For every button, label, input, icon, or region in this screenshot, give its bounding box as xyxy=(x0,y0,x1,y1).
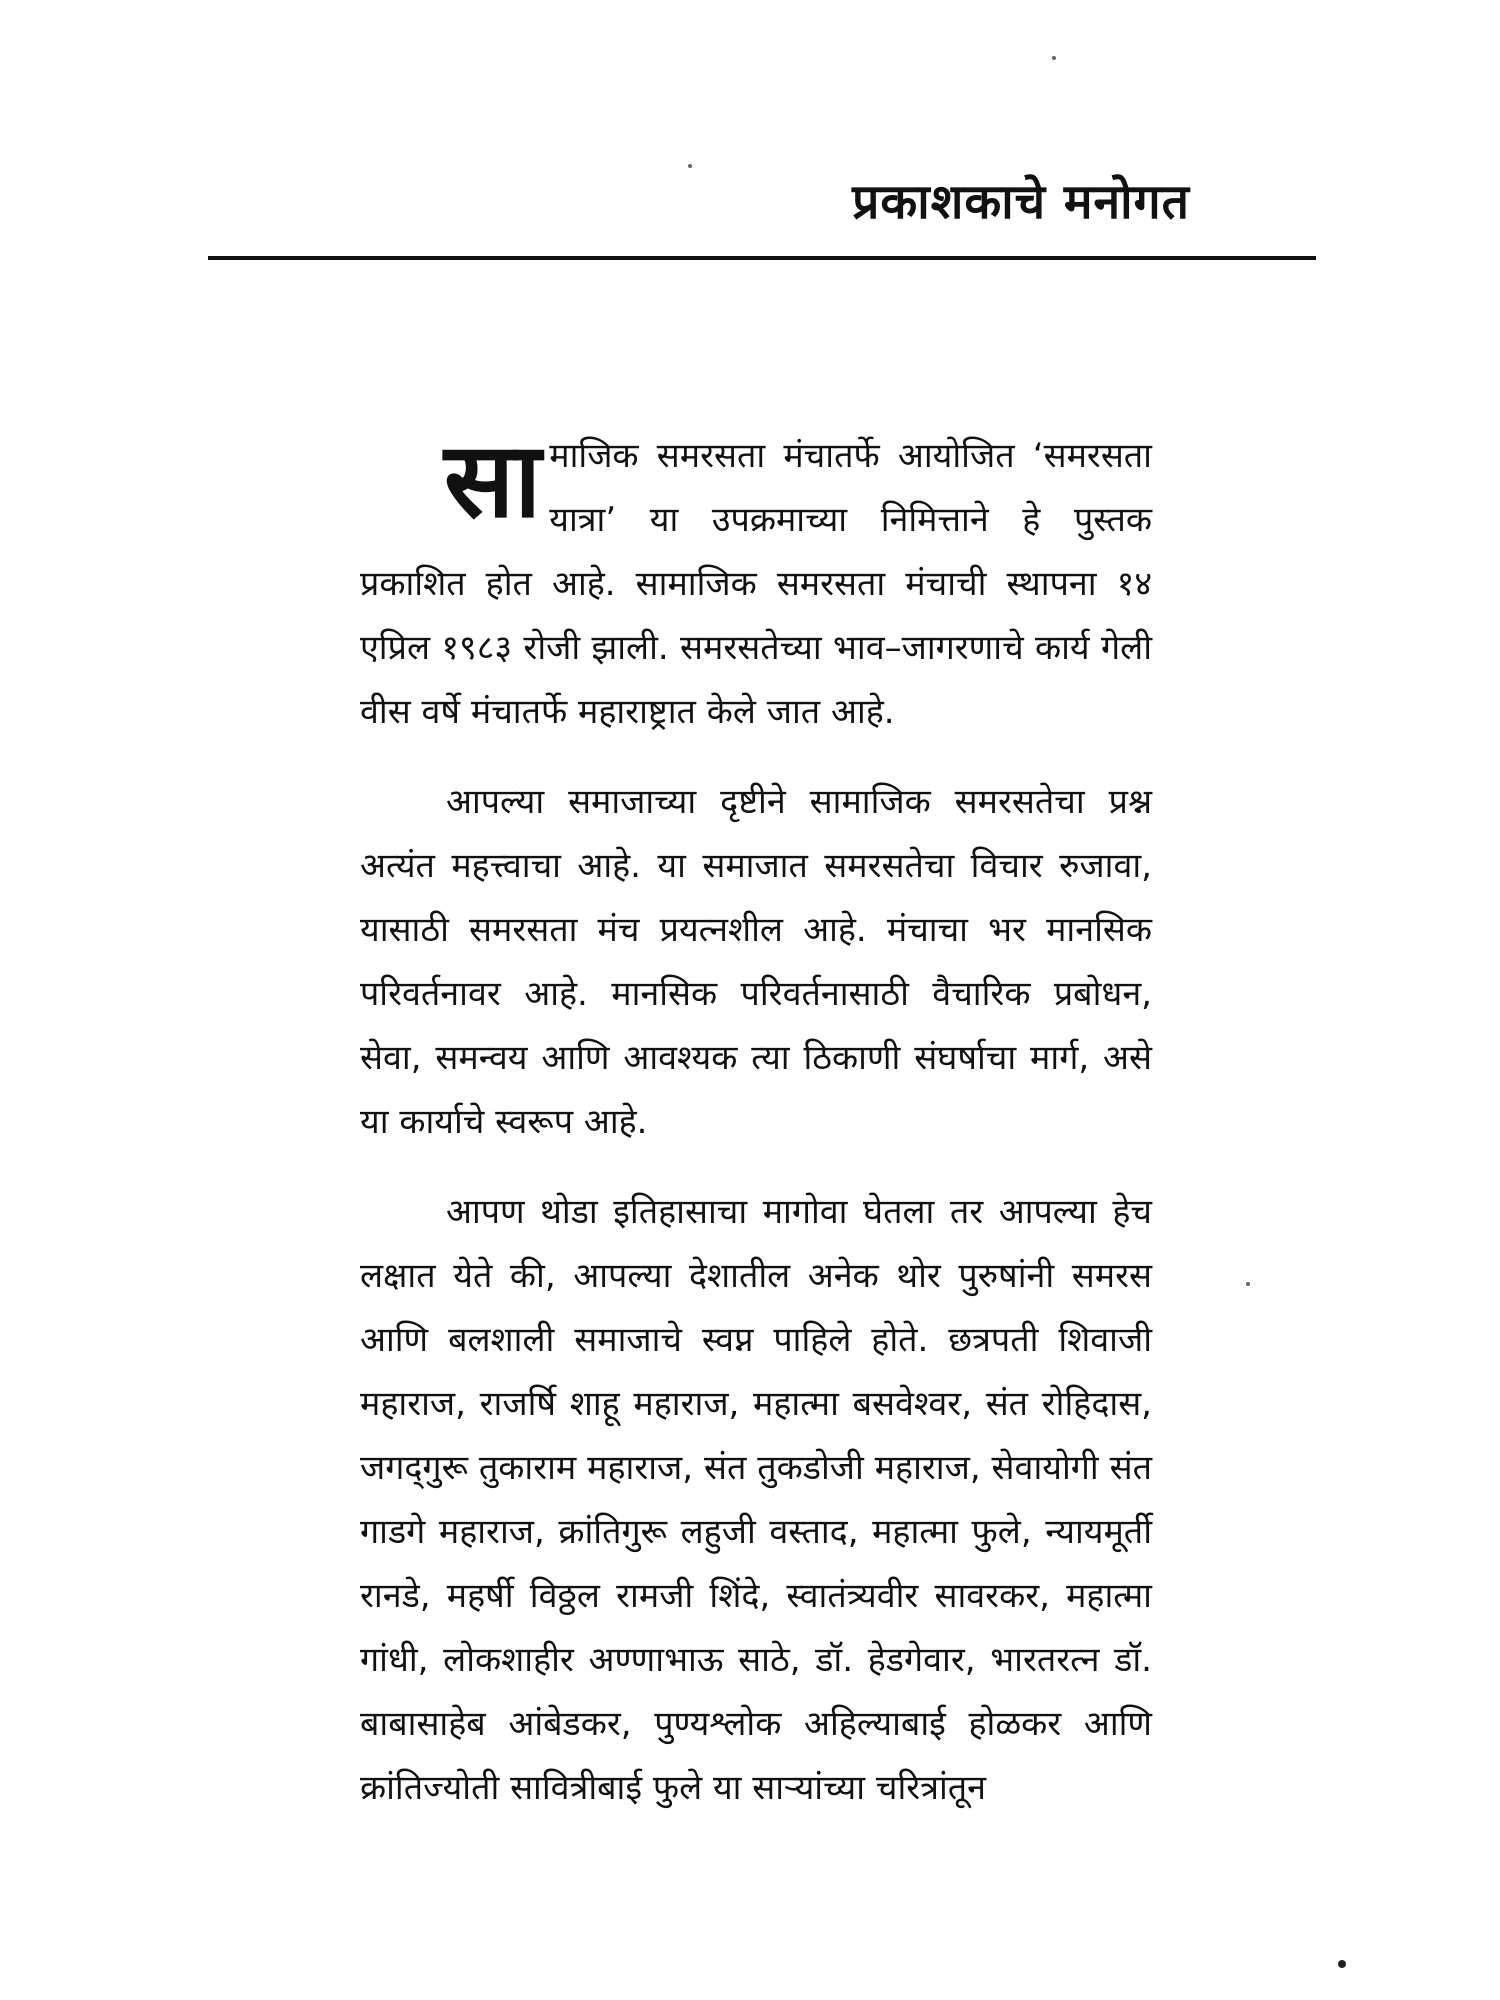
drop-cap: सा xyxy=(444,419,542,541)
body-text xyxy=(360,419,1152,1846)
paragraph-1 xyxy=(360,419,1152,744)
title-rule xyxy=(208,256,1316,260)
scan-speck xyxy=(688,164,692,168)
paragraph-3: आपण थोडा इतिहासाचा मागोवा घेतला तर आपल्या हेच लक्षात येते की, आपल्या देशातील अनेक थोर पुरुषांनी समरस आणि बलशाली समाजाचे स्वप्न पाहिले होते. छत्रपती शिवाजी महाराज, राजर्षि शाहू महाराज, महात्मा बसवेश्वर, संत रोहिदास, जगद्‌गुरू तुकाराम महाराज, संत तुकडोजी महाराज, सेवायोगी संत गाडगे महाराज, क्रांतिगुरू लहुजी वस्ताद, महात्मा फुले, न्यायमूर्ती रानडे, महर्षी विठ्ठल रामजी शिंदे, स्वातंत्र्यवीर सावरकर, महात्मा गांधी, लोकशाहीर अण्णाभाऊ साठे, डॉ. हेडगेवार, भारतरत्न डॉ. बाबासाहेब आंबेडकर, पुण्यश्लोक अहिल्याबाई होळकर आणि क्रांतिज्योती सावित्रीबाई फुले या साऱ्यांच्या चरित्रांतून xyxy=(360,1192,1152,1808)
paragraph-1-text: माजिक समरसता मंचातर्फे आयोजित ‘समरसता यात्रा’ या उपक्रमाच्या निमित्ताने हे पुस्तक प्रकाशित होत आहे. सामाजिक समरसता मंचाची स्थापना १४ एप्रिल १९८३ रोजी झाली. समरसतेच्या भाव–जागरणाचे कार्य गेली वीस वर्षे मंचातर्फे महाराष्ट्रात केले जात आहे. xyxy=(360,436,1152,732)
scan-speck xyxy=(1246,1282,1250,1286)
paragraph-2: आपल्या समाजाच्या दृष्टीने सामाजिक समरसतेचा प्रश्न अत्यंत महत्त्वाचा आहे. या समाजात समरसतेचा विचार रुजावा, यासाठी समरसता मंच प्रयत्नशील आहे. मंचाचा भर मानसिक परिवर्तनावर आहे. मानसिक परिवर्तनासाठी वैचारिक प्रबोधन, सेवा, समन्वय आणि आवश्यक त्या ठिकाणी संघर्षाचा मार्ग, असे या कार्याचे स्वरूप आहे. xyxy=(360,782,1152,1142)
scan-speck xyxy=(1338,1960,1346,1968)
scan-speck xyxy=(1052,56,1056,60)
page-title: प्रकाशकाचे मनोगत xyxy=(852,174,1190,230)
